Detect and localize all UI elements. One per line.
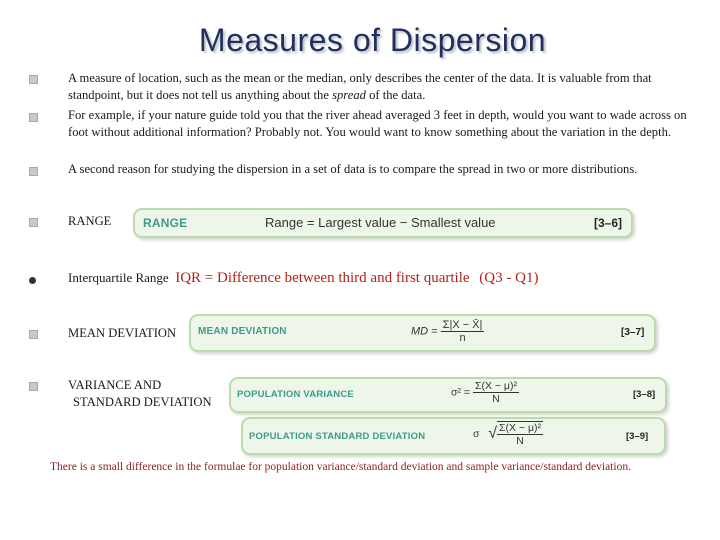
population-variance-box xyxy=(229,377,667,413)
population-std-deviation-formula xyxy=(473,421,543,447)
paragraph-example: For example, if your nature guide told you that the river ahead averaged 3 feet in depth, would you want to wade across on foot without additional information? Probably not. You would want to know something about the variation in the depth. xyxy=(68,108,687,139)
mean-deviation-formula xyxy=(411,319,484,344)
paragraph-second-reason: A second reason for studying the dispersion in a set of data is to compare the spread in two or more distributions. xyxy=(68,162,638,176)
bullet-marker xyxy=(29,277,36,284)
population-std-deviation-equation-number: [3–9] xyxy=(626,431,649,442)
paragraph-location xyxy=(68,70,698,104)
population-variance-lhs: σ² = xyxy=(451,386,471,399)
population-variance-equation-number: [3–8] xyxy=(633,389,656,400)
population-variance-fraction xyxy=(473,380,519,405)
population-std-deviation-lhs: σ xyxy=(473,428,480,440)
paragraph-text-end: of the data. xyxy=(365,88,426,102)
variance-label-line2: STANDARD DEVIATION xyxy=(73,395,212,409)
mean-deviation-numerator: Σ|X − X̄| xyxy=(442,319,483,331)
footer-note: There is a small difference in the formulae for population variance/standard deviation and sample variance/standard deviation. xyxy=(50,461,631,473)
iqr-formula: IQR = Difference between third and first quartile xyxy=(175,270,470,286)
mean-deviation-lhs: MD = xyxy=(411,325,438,338)
iqr-formula-q: (Q3 - Q1) xyxy=(479,270,539,286)
emphasis-spread: spread xyxy=(332,88,366,102)
mean-deviation-equation-number: [3–7] xyxy=(621,327,645,338)
bullet-marker xyxy=(29,218,38,227)
population-std-deviation-numerator: Σ(X − μ)² xyxy=(499,422,542,434)
bullet-marker xyxy=(29,75,38,84)
paragraph-text: A measure of location, such as the mean or the median, only describes the center of the data. It is valuable from that standpoint, but it does not tell us anything about the xyxy=(68,71,652,102)
bullet-marker xyxy=(29,167,38,176)
population-variance-denominator: N xyxy=(492,393,500,405)
range-formula: Range = Largest value − Smallest value xyxy=(265,215,496,230)
mean-deviation-formula-box xyxy=(189,314,656,352)
population-std-deviation-denominator: N xyxy=(516,435,524,447)
mean-deviation-denominator: n xyxy=(459,332,466,344)
mean-deviation-fraction xyxy=(441,319,485,344)
slide-title: Measures of Dispersion xyxy=(198,22,547,58)
range-box-title: RANGE xyxy=(143,216,188,230)
bullet-marker xyxy=(29,330,38,339)
population-std-deviation-fraction xyxy=(497,421,543,447)
square-root-icon: √ xyxy=(488,425,498,442)
range-formula-box xyxy=(133,208,633,238)
population-variance-title: POPULATION VARIANCE xyxy=(237,389,354,400)
population-std-deviation-title: POPULATION STANDARD DEVIATION xyxy=(249,431,426,442)
range-equation-number: [3–6] xyxy=(594,216,623,230)
range-label: RANGE xyxy=(68,214,112,228)
mean-deviation-box-title: MEAN DEVIATION xyxy=(198,326,287,337)
population-std-deviation-box xyxy=(241,417,666,455)
bullet-marker xyxy=(29,113,38,122)
variance-label-line1: VARIANCE AND xyxy=(68,378,162,392)
population-variance-numerator: Σ(X − μ)² xyxy=(474,380,517,392)
iqr-label: Interquartile Range xyxy=(68,270,169,285)
mean-deviation-label: MEAN DEVIATION xyxy=(68,326,177,340)
iqr-line xyxy=(68,270,538,287)
population-variance-formula xyxy=(451,380,519,405)
bullet-marker xyxy=(29,382,38,391)
